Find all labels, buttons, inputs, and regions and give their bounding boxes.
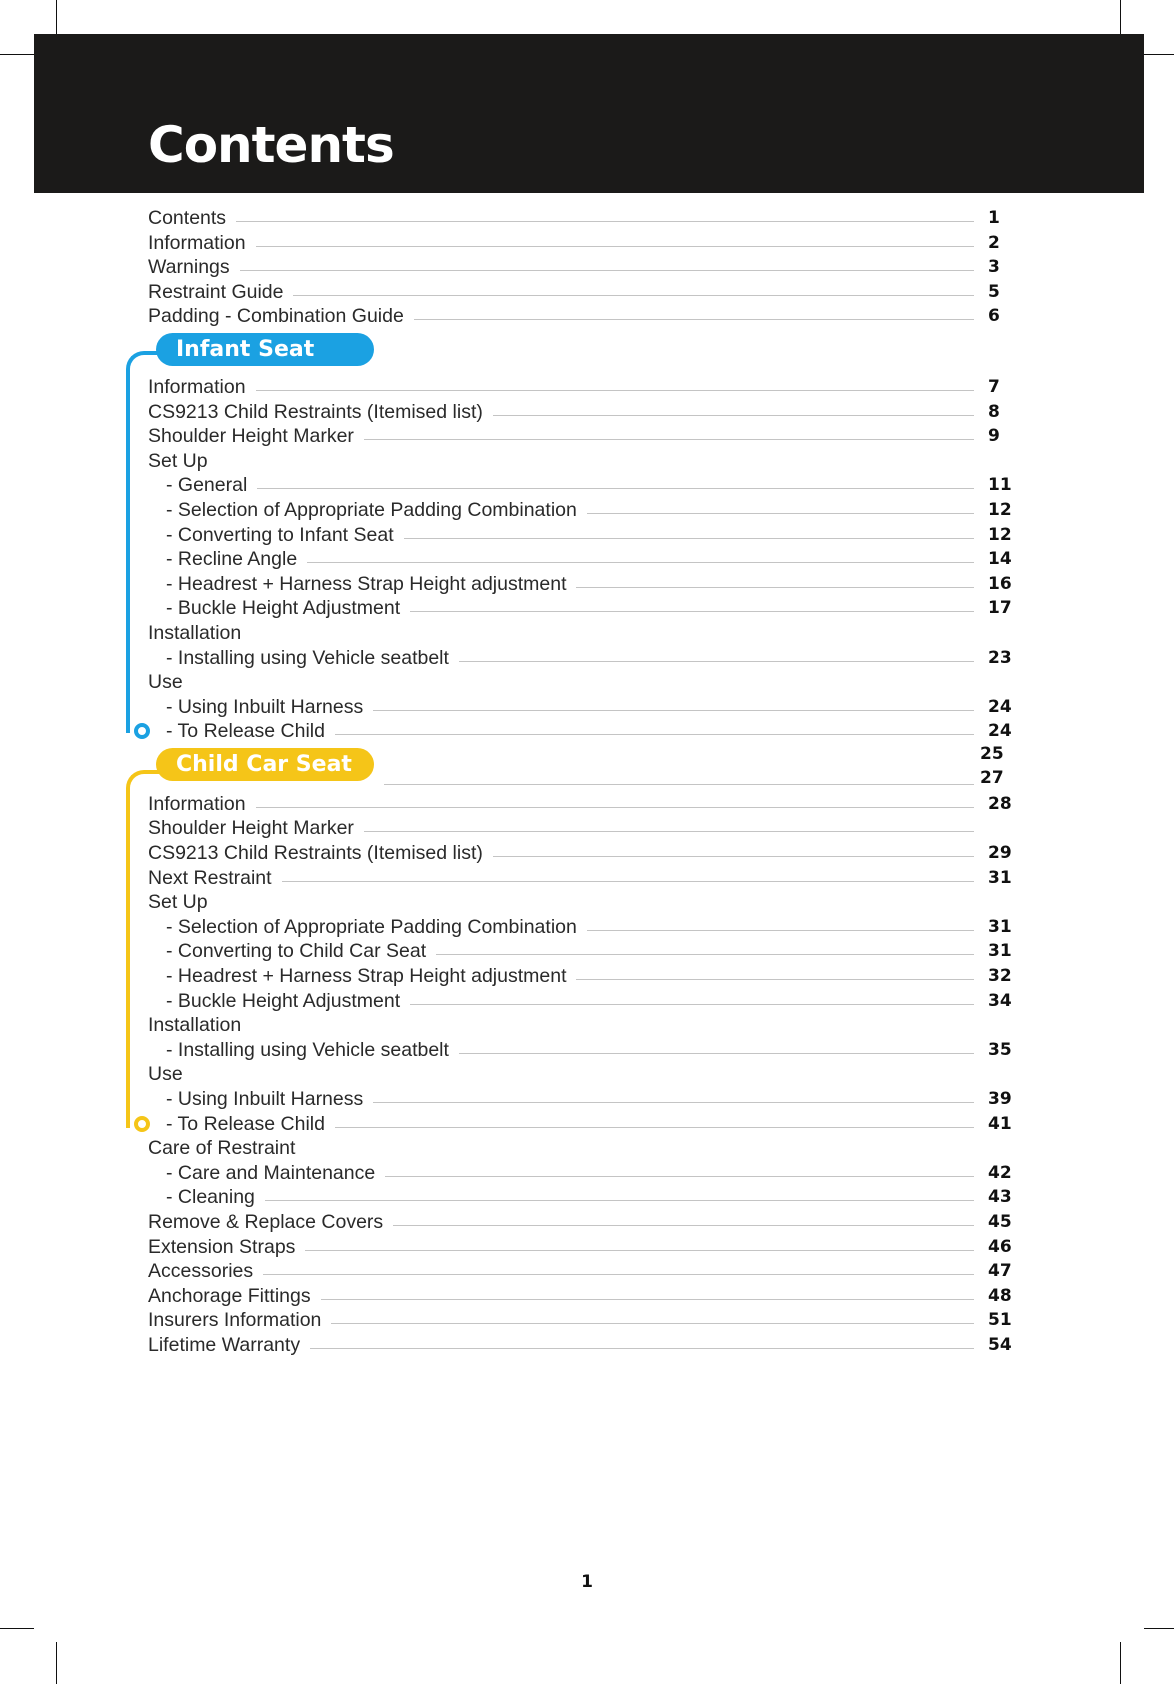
toc-entry-label: - General [166,474,248,497]
toc-entry-page: 31 [988,867,1012,888]
toc-entry [148,1038,1020,1063]
crop-mark-bottom-left-h [0,1628,34,1629]
toc-entry-label: Use [148,671,183,694]
toc-entry-page: 39 [988,1089,1012,1109]
toc-entry [148,449,1020,474]
toc-entry [148,792,1020,817]
toc-leader-line [263,1259,974,1275]
toc-leader-line [459,1038,974,1054]
toc-leader-line [373,695,974,711]
toc-entry-label: - Buckle Height Adjustment [166,597,401,620]
crop-mark-top-left-v [56,0,57,34]
toc-entry [148,255,1020,280]
table-of-contents [148,206,1020,1358]
toc-entry-page: 45 [988,1211,1012,1232]
toc-leader-line [587,498,974,514]
page-title: Contents [148,116,394,174]
toc-leader-line [218,449,974,464]
toc-entry-page: 11 [988,475,1012,496]
toc-entry [148,1235,1020,1260]
toc-entry-label: - Headrest + Harness Strap Height adjustment [166,572,567,595]
toc-entry-page: 34 [988,990,1012,1011]
toc-leader-line [256,792,974,808]
toc-entry [148,424,1020,449]
toc-leader-line [364,424,974,440]
trailing-leader [384,784,974,785]
toc-entry-label: Information [148,375,246,398]
toc-entry [148,719,1020,744]
toc-leader-line [193,670,974,685]
toc-entry [148,816,1020,841]
toc-entry-label: Set Up [148,891,208,914]
toc-entry-page: 17 [988,598,1012,619]
toc-leader-line [335,1112,974,1128]
toc-leader-line [305,1136,974,1151]
trailing-page-first: 25 [980,743,1004,764]
toc-leader-line [236,206,974,222]
toc-entry-label: Restraint Guide [148,280,284,303]
toc-entry [148,400,1020,425]
toc-leader-line [293,280,974,296]
toc-leader-line [265,1185,974,1201]
toc-entry [148,915,1020,940]
toc-leader-line [256,375,974,391]
toc-entry-label: Care of Restraint [148,1137,296,1160]
toc-leader-line [310,1333,974,1349]
toc-entry [148,1185,1020,1210]
toc-entry-page: 31 [988,916,1012,937]
toc-entry-label: Next Restraint [148,866,272,889]
toc-leader-line [335,719,974,735]
toc-leader-line [576,572,974,588]
toc-entry-page: 47 [988,1261,1012,1282]
toc-entry [148,695,1020,720]
toc-entry-label: - To Release Child [166,720,325,743]
toc-entry-page: 43 [988,1187,1012,1208]
toc-leader-line [459,646,974,662]
toc-entry-page: 3 [988,257,1000,278]
toc-entry-page: 48 [988,1285,1012,1306]
toc-entry-label: - To Release Child [166,1112,325,1135]
toc-entry-label: Accessories [148,1260,254,1283]
toc-entry [148,1259,1020,1284]
toc-entry-label: Remove & Replace Covers [148,1210,384,1233]
toc-entry [148,375,1020,400]
toc-entry [148,596,1020,621]
infant-seat-heading: Infant Seat [156,333,374,366]
toc-entry [148,572,1020,597]
toc-entry-page: 2 [988,232,1000,253]
toc-entry-page: 8 [988,401,1000,422]
toc-leader-line [587,915,974,931]
toc-entry [148,1333,1020,1358]
toc-entry [148,1062,1020,1087]
toc-entry-label: Shoulder Height Marker [148,817,354,840]
toc-entry-page: 28 [988,793,1012,814]
toc-leader-line [436,939,974,955]
toc-entry-label: Lifetime Warranty [148,1333,301,1356]
toc-entry [148,498,1020,523]
toc-entry-label: - Headrest + Harness Strap Height adjustment [166,965,567,988]
toc-leader-line [393,1210,974,1226]
toc-leader-line [193,1062,974,1077]
toc-entry-page: 46 [988,1236,1012,1257]
toc-entry-page: 14 [988,549,1012,570]
toc-entry-page: 7 [988,376,1000,397]
toc-entry-label: Installation [148,1014,242,1037]
toc-entry-label: - Buckle Height Adjustment [166,989,401,1012]
toc-entry [148,1087,1020,1112]
toc-leader-line [414,304,974,320]
toc-entry-page: 31 [988,941,1012,962]
crop-mark-bottom-right-h [1144,1628,1174,1629]
toc-entry-page: 24 [988,696,1012,717]
toc-entry-label: Use [148,1063,183,1086]
toc-entry [148,1136,1020,1161]
child-list [148,792,1020,1136]
toc-leader-line [576,964,974,980]
toc-entry-label: - Converting to Infant Seat [166,523,394,546]
toc-entry [148,304,1020,329]
toc-entry-label: - Recline Angle [166,548,298,571]
toc-entry-label: - Converting to Child Car Seat [166,940,427,963]
toc-entry-label: CS9213 Child Restraints (Itemised list) [148,842,483,865]
toc-entry [148,670,1020,695]
toc-leader-line [410,596,974,612]
infant-section-header [148,329,1020,375]
toc-entry-page: 29 [988,843,1012,864]
toc-leader-line [257,473,974,489]
toc-entry-page: 42 [988,1162,1012,1183]
toc-leader-line [404,523,974,539]
toc-leader-line [256,231,974,247]
toc-entry [148,621,1020,646]
toc-entry-page: 24 [988,721,1012,742]
toc-leader-line [307,547,974,563]
toc-entry [148,1161,1020,1186]
toc-leader-line [410,989,974,1005]
toc-entry-page: 12 [988,499,1012,520]
crop-mark-bottom-left-v [56,1642,57,1684]
toc-leader-line [385,1161,974,1177]
toc-entry [148,646,1020,671]
toc-entry-page: 16 [988,573,1012,594]
toc-leader-line [321,1284,974,1300]
toc-entry-label: Shoulder Height Marker [148,425,354,448]
toc-entry [148,523,1020,548]
toc-entry-label: Warnings [148,256,230,279]
toc-entry [148,989,1020,1014]
toc-entry-page: 12 [988,524,1012,545]
toc-entry-label: - Using Inbuilt Harness [166,695,364,718]
toc-entry-page: 6 [988,306,1000,327]
page-number: 1 [581,1572,593,1592]
toc-entry-label: Insurers Information [148,1309,322,1332]
toc-entry-label: - Care and Maintenance [166,1161,376,1184]
toc-entry-label: - Installing using Vehicle seatbelt [166,1038,449,1061]
toc-entry [148,1112,1020,1137]
child-section-header [148,744,1020,792]
toc-entry [148,1013,1020,1038]
toc-entry [148,890,1020,915]
toc-entry [148,964,1020,989]
toc-entry-label: - Selection of Appropriate Padding Combination [166,498,577,521]
toc-entry-page: 54 [988,1334,1012,1355]
trailing-page-numbers [980,742,1004,791]
toc-leader-line [331,1308,974,1324]
toc-entry [148,231,1020,256]
toc-leader-line [251,1013,974,1028]
crop-mark-bottom-right-v [1120,1642,1121,1684]
toc-entry-label: Padding - Combination Guide [148,305,404,328]
toc-entry [148,547,1020,572]
toc-entry-page: 41 [988,1113,1012,1134]
toc-entry [148,939,1020,964]
child-car-seat-heading: Child Car Seat [156,748,374,781]
toc-entry-label: Contents [148,207,227,229]
toc-entry [148,866,1020,891]
toc-entry-label: - Using Inbuilt Harness [166,1088,364,1110]
toc-leader-line [282,866,974,882]
toc-entry-label: - Installing using Vehicle seatbelt [166,646,449,669]
infant-list [148,375,1020,744]
toc-entry-label: CS9213 Child Restraints (Itemised list) [148,400,483,423]
toc-leader-line [364,816,974,832]
toc-entry-page: 1 [988,208,1000,228]
toc-entry [148,1284,1020,1309]
toc-entry [148,841,1020,866]
toc-leader-line [493,400,974,416]
toc-entry-page: 51 [988,1310,1012,1331]
crop-mark-top-right-h [1144,54,1174,55]
toc-entry-page: 23 [988,647,1012,668]
toc-entry-label: Installation [148,621,242,644]
toc-leader-line [218,890,974,905]
toc-entry-label: Information [148,792,246,815]
toc-entry [148,280,1020,305]
toc-leader-line [251,621,974,636]
toc-entry-label: - Cleaning [166,1186,255,1209]
toc-entry [148,473,1020,498]
toc-entry-page: 9 [988,426,1000,447]
trailing-page-second: 27 [980,768,1004,789]
toc-entry [148,1210,1020,1235]
toc-entry [148,206,1020,231]
toc-entry [148,1308,1020,1333]
toc-leader-line [373,1087,974,1103]
toc-entry-label: Information [148,231,246,254]
toc-leader-line [240,255,974,271]
toc-entry-page: 35 [988,1039,1012,1060]
toc-leader-line [493,841,974,857]
closing-list [148,1136,1020,1357]
general-list [148,206,1020,329]
toc-entry-label: Extension Straps [148,1235,296,1258]
toc-entry-label: - Selection of Appropriate Padding Combination [166,915,577,938]
crop-mark-top-right-v [1120,0,1121,34]
toc-entry-page: 32 [988,966,1012,987]
toc-entry-page: 5 [988,281,1000,302]
toc-entry-label: Set Up [148,449,208,472]
toc-entry-label: Anchorage Fittings [148,1284,311,1307]
crop-mark-top-left-h [0,54,34,55]
toc-leader-line [305,1235,974,1251]
